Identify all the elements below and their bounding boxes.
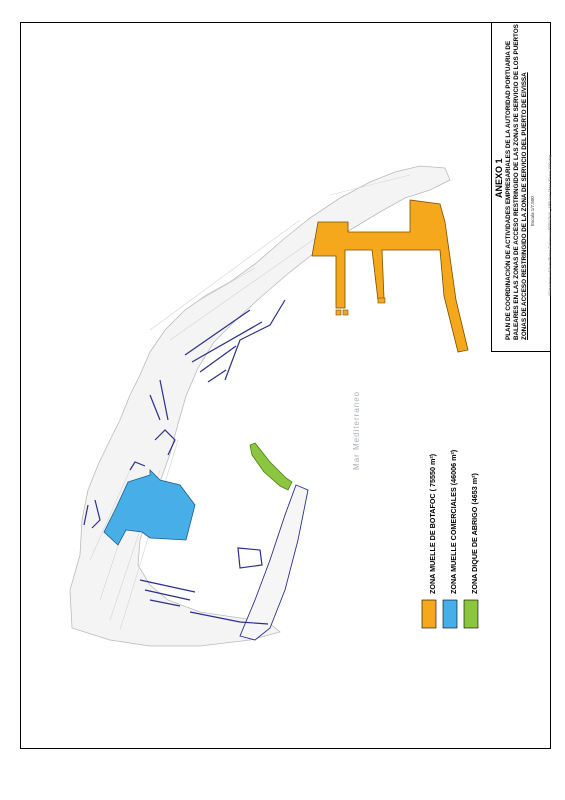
file-path: \\Gdsadmin\ord\Users\Planos\Delineacio\PERSONAL_APB\Juan Maria \Eiviss\2006 dwg [548,154,552,296]
title-line-1: PLAN DE COORDINACIÓN DE ACTIVIDADES EMPRESARIALES DE LA AUTORIDAD PORTUARIA DE [505,40,512,340]
zona-dique-abrigo [250,443,292,490]
zona-botafoc [312,200,468,352]
title-line-3: ZONAS DE ACCESO RESTRINGIDO DE LA ZONA DE SERVICIO DEL PUERTO DE EIVISSA [521,72,528,340]
legend-label-comerciales: ZONA MUELLE COMERCIALES (46006 m²) [449,449,458,594]
botafoc-block-1 [336,310,341,315]
legend-swatch-comerciales [443,600,457,628]
botafoc-block-2 [343,310,348,315]
legend-swatch-dique [464,600,478,628]
title-anexo: ANEXO 1 [494,158,504,198]
sea-label: Mar Mediterraneo [352,390,361,470]
legend-label-botafoc: ZONA MUELLE DE BOTAFOC ( 75550 m²) [428,453,437,594]
breakwater-outline [240,485,308,640]
legend-label-dique: ZONA DIQUE DE ABRIGO (4653 m²) [470,473,479,594]
legend-swatch-botafoc [422,600,436,628]
scale-label: Escala 1/7.500 [530,196,535,226]
title-line-2: BALEARES EN LAS ZONAS DE ACCESO RESTRINGIDO DE LAS ZONAS DE SERVICIO DE LOS PUERTOS [513,24,520,340]
botafoc-block-3 [378,298,385,303]
